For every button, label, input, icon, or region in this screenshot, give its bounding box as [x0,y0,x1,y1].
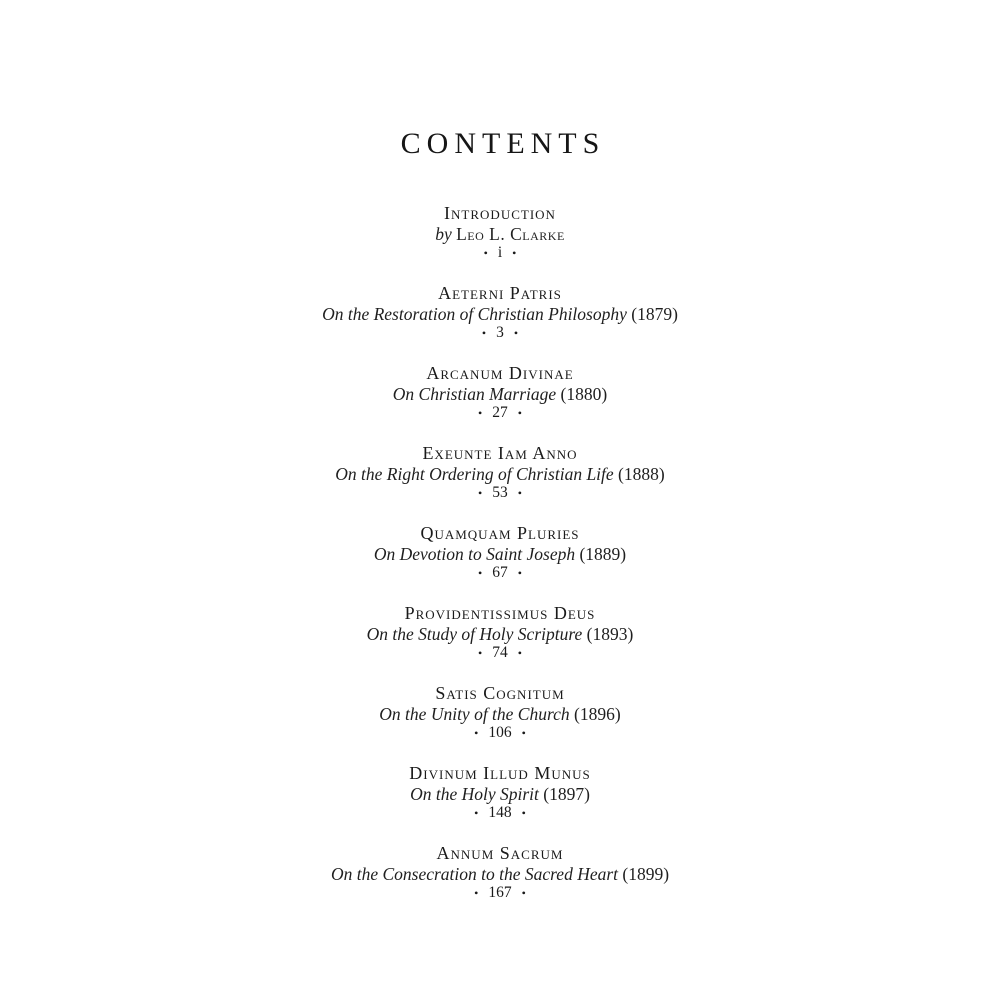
toc-entry [0,283,1000,339]
bullet-icon: • [517,486,522,500]
page-marker [0,404,1000,421]
toc-entry [0,683,1000,739]
page-marker [0,644,1000,661]
entry-year: (1879) [631,304,678,324]
entry-title: Annum Sacrum [436,843,564,863]
bullet-icon: • [474,806,479,820]
entry-title: Aeterni Patris [438,283,562,303]
subtitle-text: On Devotion to Saint Joseph [373,544,576,564]
entry-title: Introduction [444,203,556,223]
entry-title: Providentissimus Deus [404,603,596,623]
toc-entry [0,523,1000,579]
bullet-icon: • [478,566,483,580]
page-marker [0,244,1000,261]
entry-subtitle [0,544,1000,565]
toc-entry [0,603,1000,659]
toc-entry [0,443,1000,499]
bullet-icon: • [512,246,517,260]
entry-year: (1899) [622,864,670,884]
subtitle-text: On the Study of Holy Scripture [366,624,583,644]
entry-title: Quamquam Pluries [420,523,580,543]
subtitle-text: On the Right Ordering of Christian Life [335,464,614,484]
page-number: 106 [488,724,512,741]
page-number: 3 [496,324,504,341]
entry-year: (1896) [574,704,621,724]
page-marker [0,724,1000,741]
byline-name: Leo L. Clarke [456,224,565,244]
page-number: 27 [492,404,508,421]
bullet-icon: • [517,406,522,420]
subtitle-text: On Christian Marriage [392,384,557,404]
entry-subtitle [0,784,1000,805]
subtitle-text: On the Unity of the Church [379,704,570,724]
bullet-icon: • [517,566,522,580]
page-number: 67 [492,564,508,581]
entry-subtitle [0,304,1000,325]
page-number: 53 [492,484,508,501]
entry-year: (1888) [618,464,665,484]
page-marker [0,884,1000,901]
entry-title: Satis Cognitum [435,683,565,703]
entry-year: (1893) [586,624,634,644]
entry-title: Arcanum Divinae [426,363,574,383]
bullet-icon: • [478,406,483,420]
toc-entry [0,763,1000,819]
entry-subtitle [0,384,1000,405]
page-marker [0,564,1000,581]
page-number: 148 [488,804,512,821]
toc-entry [0,363,1000,419]
entry-title: Divinum Illud Munus [409,763,591,783]
page-marker [0,324,1000,341]
entry-byline [0,224,1000,245]
bullet-icon: • [478,486,483,500]
bullet-icon: • [521,726,526,740]
subtitle-text: On the Restoration of Christian Philosophy [322,304,627,324]
entry-subtitle [0,464,1000,485]
page-number: 74 [492,644,508,661]
page-marker [0,484,1000,501]
bullet-icon: • [478,646,483,660]
bullet-icon: • [521,806,526,820]
subtitle-text: On the Holy Spirit [410,784,539,804]
entry-subtitle [0,704,1000,725]
toc-entry [0,843,1000,899]
entry-title: Exeunte Iam Anno [422,443,578,463]
byline-by: by [435,224,452,244]
page-number: 167 [488,884,512,901]
bullet-icon: • [521,886,526,900]
page-number: i [497,244,503,261]
toc-entry [0,203,1000,259]
entry-year: (1897) [543,784,590,804]
bullet-icon: • [483,246,488,260]
bullet-icon: • [513,326,519,340]
entry-year: (1880) [560,384,608,404]
page-title: CONTENTS [400,127,606,160]
bullet-icon: • [474,726,479,740]
entry-subtitle [0,864,1000,885]
subtitle-text: On the Consecration to the Sacred Heart [330,864,619,884]
entry-subtitle [0,624,1000,645]
entry-year: (1889) [579,544,627,564]
page-marker [0,804,1000,821]
bullet-icon: • [474,886,479,900]
bullet-icon: • [517,646,522,660]
bullet-icon: • [481,326,487,340]
